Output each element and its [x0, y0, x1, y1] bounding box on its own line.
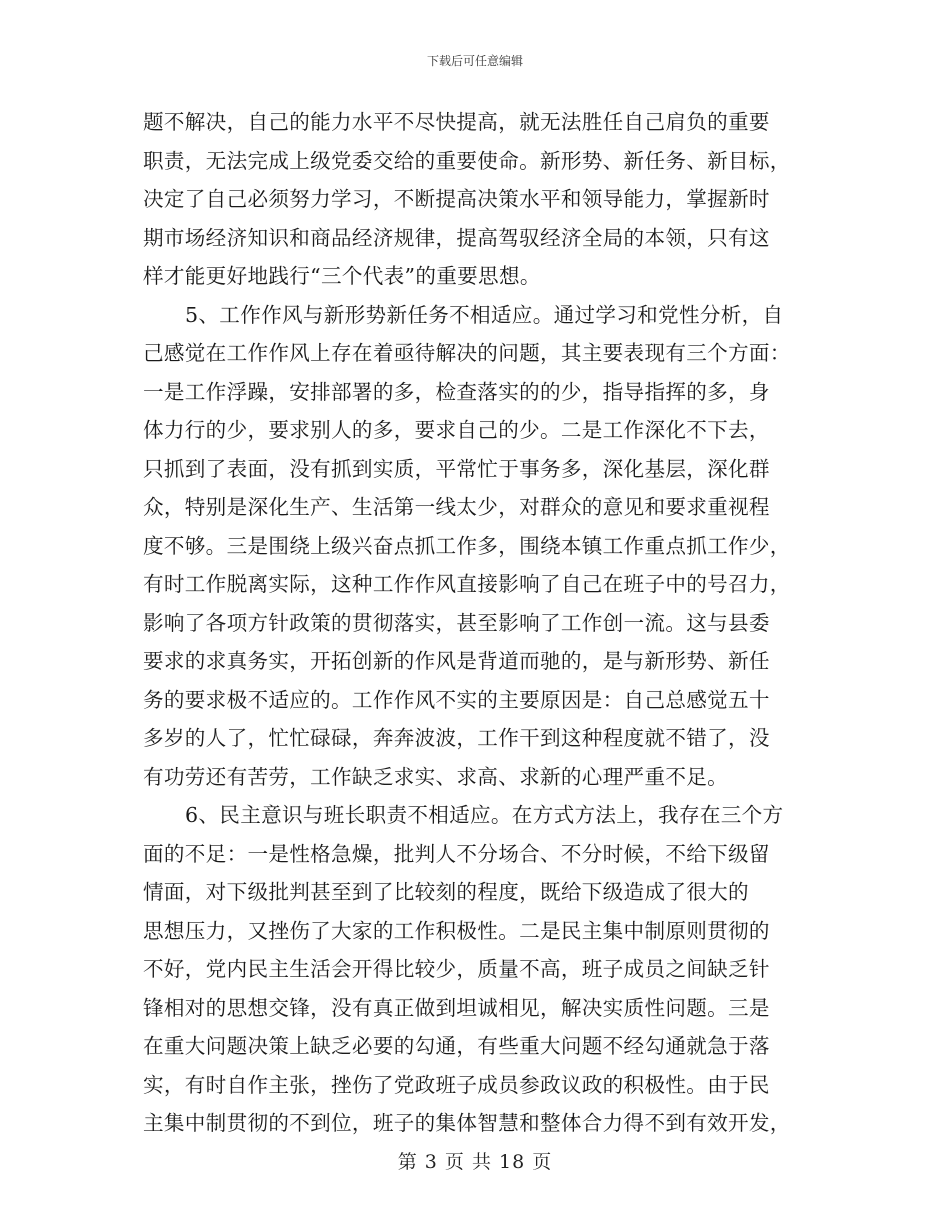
text-line: 有时工作脱离实际，这种工作作风直接影响了自己在班子中的号召力， [143, 572, 791, 596]
text-line: 实，有时自作主张，挫伤了党政班子成员参政议政的积极性。由于民 [143, 1072, 770, 1097]
text-line: 要求的求真务实，开拓创新的作风是背道而驰的，是与新形势、新任 [143, 649, 770, 673]
text-line: 期市场经济知识和商品经济规律，提高驾驭经济全局的本领，只有这 [143, 225, 770, 250]
text-line: 思想压力，又挫伤了大家的工作积极性。二是民主集中制原则贯彻的 [143, 918, 770, 943]
text-line: 样才能更好地践行“三个代表”的重要思想。 [143, 264, 541, 288]
text-line: 面的不足：一是性格急燥，批判人不分场合、不分时候，不给下级留 [143, 841, 770, 866]
text-line: 5、工作作风与新形势新任务不相适应。通过学习和党性分析，自 [185, 302, 784, 327]
page-number-footer: 第 3 页 共 18 页 [397, 1151, 553, 1173]
text-line: 有功劳还有苦劳，工作缺乏求实、求高、求新的心理严重不足。 [143, 764, 729, 789]
text-line: 6、民主意识与班长职责不相适应。在方式方法上，我存在三个方 [185, 803, 784, 827]
text-line: 务的要求极不适应的。工作作风不实的主要原因是：自己总感觉五十 [143, 687, 770, 712]
text-line: 己感觉在工作作风上存在着亟待解决的问题，其主要表现有三个方面： [143, 341, 791, 365]
text-line: 决定了自己必须努力学习，不断提高决策水平和领导能力，掌握新时 [143, 187, 770, 211]
text-line: 题不解决，自己的能力水平不尽快提高，就无法胜任自己肩负的重要 [143, 110, 770, 134]
text-line: 情面，对下级批判甚至到了比较刻的程度，既给下级造成了很大的 [143, 880, 749, 904]
document-body [143, 103, 815, 1143]
paragraph-5-work-style [143, 296, 815, 797]
text-line: 不好，党内民主生活会开得比较少，质量不高，班子成员之间缺乏针 [143, 957, 770, 981]
text-line: 众，特别是深化生产、生活第一线太少，对群众的意见和要求重视程 [143, 495, 770, 519]
paragraph-continuation [143, 103, 815, 296]
text-line: 一是工作浮躁，安排部署的多，检查落实的的少，指导指挥的多，身 [143, 379, 770, 404]
text-line: 多岁的人了，忙忙碌碌，奔奔波波，工作干到这种程度就不错了，没 [143, 726, 770, 750]
text-line: 锋相对的思想交锋，没有真正做到坦诚相见，解决实质性问题。三是 [143, 995, 770, 1020]
text-line: 体力行的少，要求别人的多，要求自己的少。二是工作深化不下去， [143, 418, 770, 442]
text-line: 主集中制贯彻的不到位，班子的集体智慧和整体合力得不到有效开发， [143, 1111, 791, 1135]
text-line: 在重大问题决策上缺乏必要的勾通，有些重大问题不经勾通就急于落 [143, 1034, 770, 1058]
text-line: 度不够。三是围绕上级兴奋点抓工作多，围绕本镇工作重点抓工作少， [143, 533, 791, 558]
paragraph-6-democracy [143, 796, 815, 1143]
text-line: 影响了各项方针政策的贯彻落实，甚至影响了工作创一流。这与县委 [143, 610, 770, 635]
text-line: 职责，无法完成上级党委交给的重要使命。新形势、新任务、新目标， [143, 148, 791, 173]
text-line: 只抓到了表面，没有抓到实质，平常忙于事务多，深化基层，深化群 [143, 456, 770, 481]
page-header: 下载后可任意编辑 [426, 54, 523, 68]
